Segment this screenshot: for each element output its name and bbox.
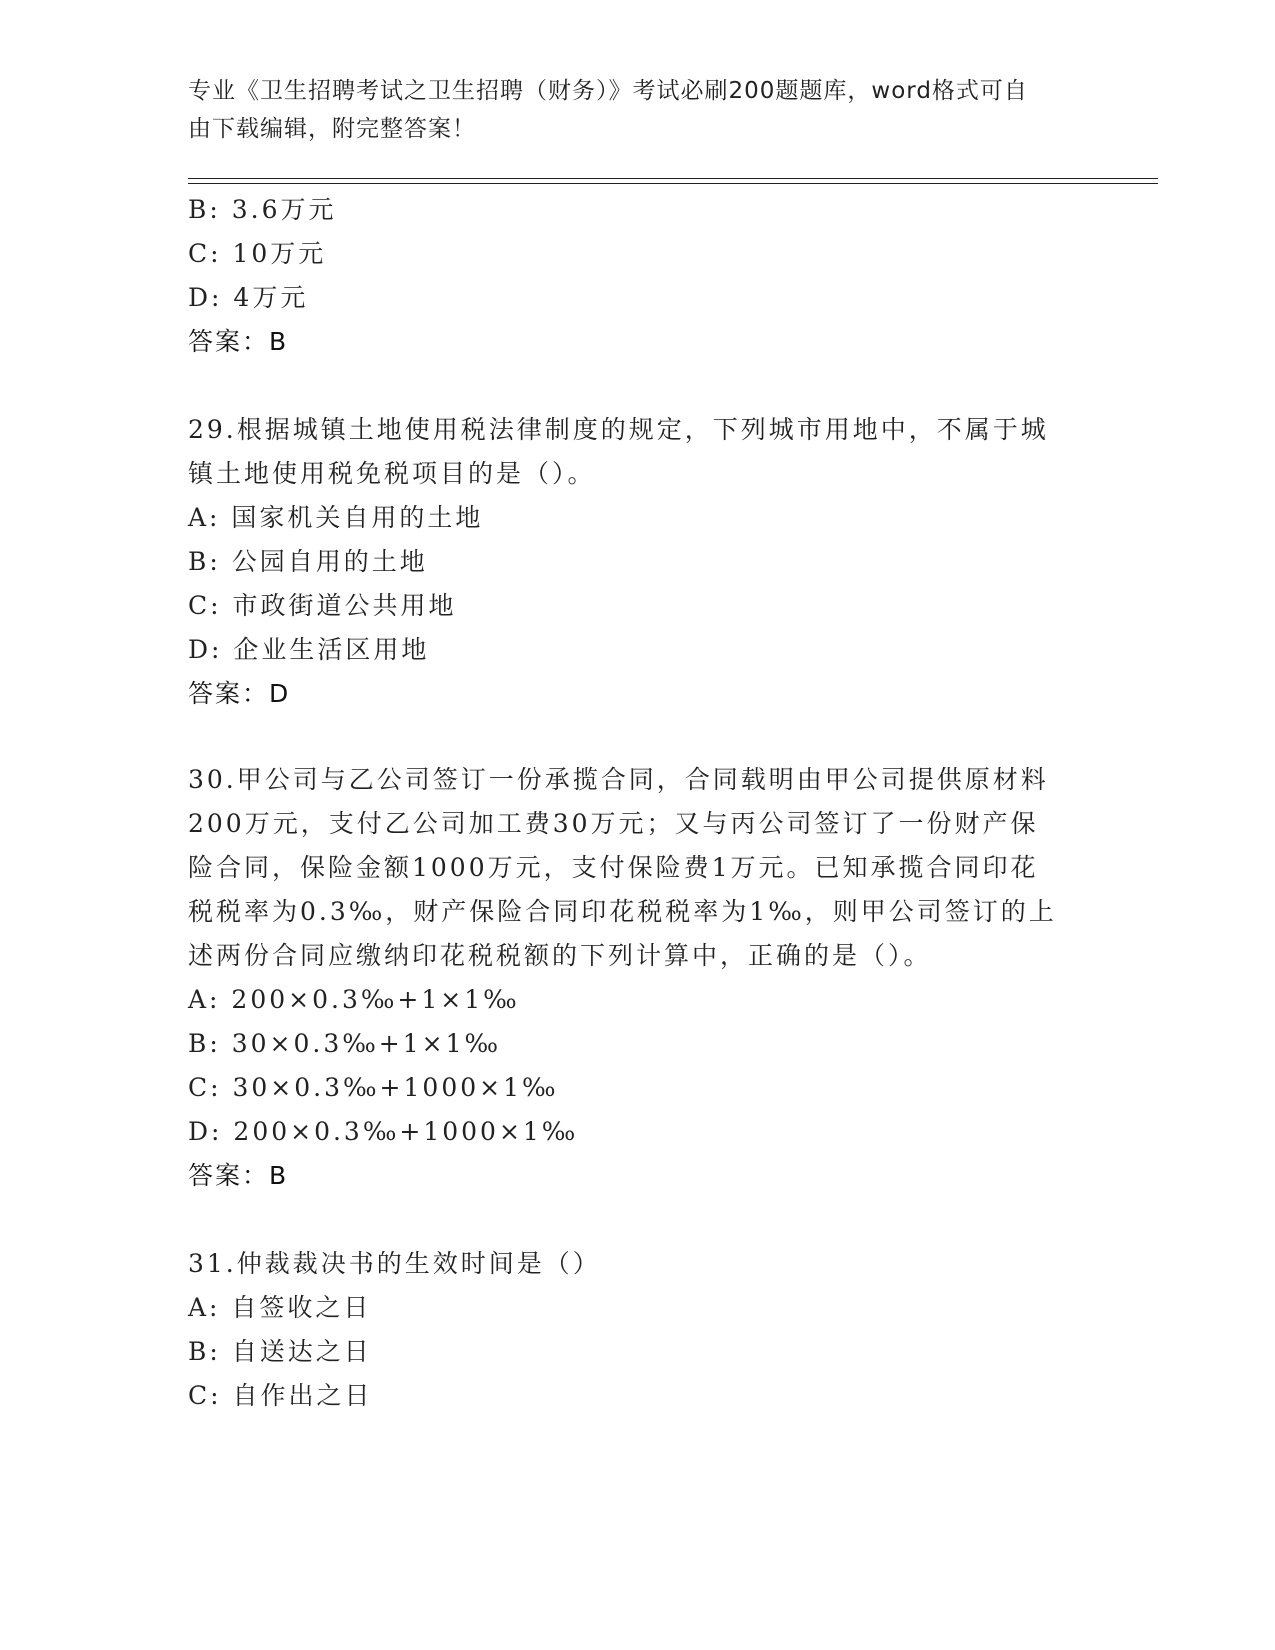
q28-answer: 答案：B: [188, 327, 289, 356]
q30-stem-line-2: 200万元，支付乙公司加工费30万元；又与丙公司签订了一份财产保: [188, 809, 1039, 838]
header-divider-bottom: [188, 183, 1158, 184]
q31-option-b: B: 自送达之日: [188, 1337, 372, 1366]
q30-option-a: A: 200×0.3‰+1×1‰: [188, 985, 520, 1014]
header-divider-top: [188, 178, 1158, 179]
q28-option-d: D: 4万元: [188, 283, 309, 312]
document-header: [188, 72, 1068, 148]
q30-stem-line-1: 30.甲公司与乙公司签订一份承揽合同，合同载明由甲公司提供原材料: [188, 765, 1049, 794]
q28-option-b: B: 3.6万元: [188, 195, 337, 224]
q30-answer: 答案：B: [188, 1161, 289, 1190]
q31-option-a: A: 自签收之日: [188, 1293, 372, 1322]
q30-stem-line-5: 述两份合同应缴纳印花税税额的下列计算中，正确的是（）。: [188, 941, 932, 970]
header-line-1: 专业《卫生招聘考试之卫生招聘（财务）》考试必刷200题题库，word格式可自: [188, 78, 1028, 104]
q29-option-d: D: 企业生活区用地: [188, 635, 430, 664]
q29-stem-line-2: 镇土地使用税免税项目的是（）。: [188, 459, 596, 488]
q30-option-c: C: 30×0.3‰+1000×1‰: [188, 1073, 559, 1102]
q29-stem-line-1: 29.根据城镇土地使用税法律制度的规定，下列城市用地中，不属于城: [188, 415, 1049, 444]
q30-option-b: B: 30×0.3‰+1×1‰: [188, 1029, 502, 1058]
q29-option-a: A: 国家机关自用的土地: [188, 503, 484, 532]
q30-option-d: D: 200×0.3‰+1000×1‰: [188, 1117, 579, 1146]
q31-option-c: C: 自作出之日: [188, 1381, 373, 1410]
header-line-2: 由下载编辑，附完整答案！: [188, 116, 476, 142]
q31-stem-line-1: 31.仲裁裁决书的生效时间是（）: [188, 1249, 601, 1278]
q29-option-b: B: 公园自用的土地: [188, 547, 428, 576]
q30-stem-line-4: 税税率为0.3‰，财产保险合同印花税税率为1‰，则甲公司签订的上: [188, 897, 1057, 926]
q28-option-c: C: 10万元: [188, 239, 327, 268]
q30-stem-line-3: 险合同，保险金额1000万元，支付保险费1万元。已知承揽合同印花: [188, 853, 1039, 882]
q29-answer: 答案：D: [188, 679, 291, 708]
q29-option-c: C: 市政街道公共用地: [188, 591, 457, 620]
